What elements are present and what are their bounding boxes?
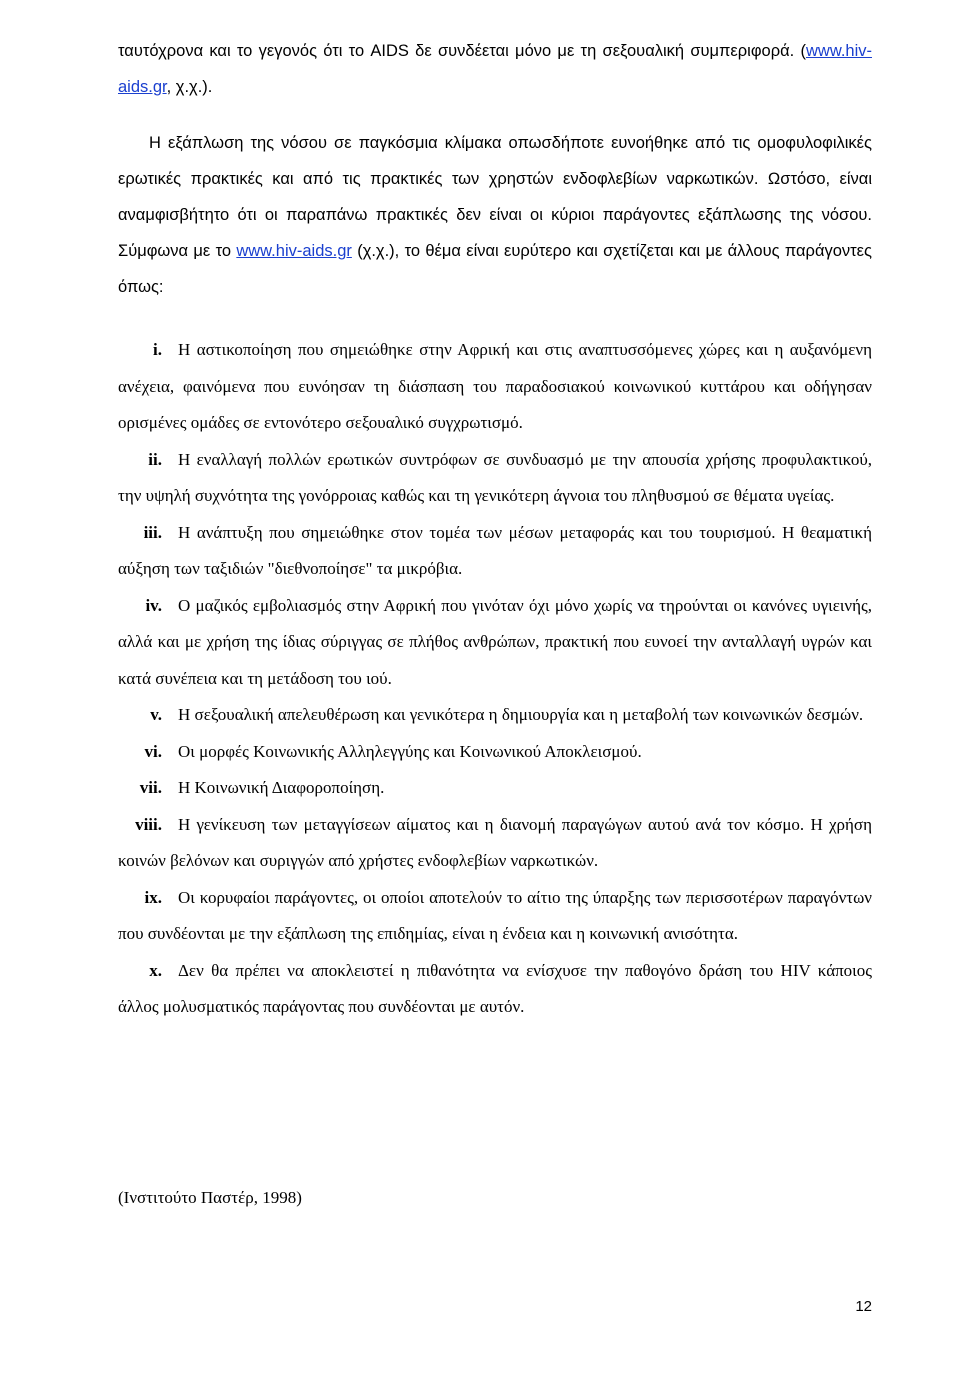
list-item-number: i.: [153, 340, 162, 359]
list-item-number: ix.: [144, 887, 162, 907]
citation: (Ινστιτούτο Παστέρ, 1998): [118, 1188, 302, 1207]
paragraph-intro-tail: , χ.χ.).: [166, 78, 213, 96]
list-item-text: Οι κορυφαίοι παράγοντες, οι οποίοι αποτελούν το αίτιο της ύπαρξης των περισσοτέρων παραγόντων που συνδέονται με την εξάπλωση της επιδημίας, είναι η ένδεια και η κοινωνική ανισότητα.: [118, 887, 872, 943]
list-item: [118, 588, 872, 698]
list-item-text: Η Κοινωνική Διαφοροποίηση.: [178, 778, 385, 797]
list-item: [118, 442, 872, 515]
list-item: [118, 332, 872, 442]
list-item-text: Ο μαζικός εμβολιασμός στην Αφρική που γινόταν όχι μόνο χωρίς να τηρούνται οι κανόνες υγιεινής, αλλά και με χρήση της ίδιας σύριγγας σε πλήθος ανθρώπων, πρακτική που ευνοεί την ανταλλαγή υγρών και κατά συνέπεια και τη μετάδοση του ιού.: [118, 595, 872, 688]
list-item-number: iii.: [143, 522, 162, 542]
list-item-text: Η αστικοποίηση που σημειώθηκε στην Αφρική και στις αναπτυσσόμενες χώρες και η αυξανόμενη ανέχεια, φαινόμενα που ευνόησαν τη διάσπαση του παραδοσιακού κοινωνικού κυττάρου και οδήγησαν ορισμένες ομάδες σε εντονότερο σεξουαλικό συγχρωτισμό.: [118, 340, 872, 432]
list-item-text: Η εναλλαγή πολλών ερωτικών συντρόφων σε συνδυασμό με την απουσία χρήσης προφυλακτικού, την υψηλή συχνότητα της γονόρροιας καθώς και τη γενικότερη άγνοια του πληθυσμού σε θέματα υγείας.: [118, 449, 872, 505]
list-item: [118, 697, 872, 734]
list-item: [118, 807, 872, 880]
list-item-number: vi.: [144, 741, 162, 761]
list-item-number: x.: [149, 960, 162, 980]
list-item: [118, 770, 872, 807]
hiv-aids-link[interactable]: www.hiv-aids.gr: [118, 42, 872, 96]
list-item: [118, 515, 872, 588]
paragraph-spread: [118, 125, 872, 305]
list-item-text: Η γενίκευση των μεταγγίσεων αίματος και η διανομή παραγώγων αυτού ανά τον κόσμο. Η χρήση κοινών βελόνων και συριγγών από χρήστες ενδοφλεβίων ναρκωτικών.: [118, 814, 872, 870]
list-item-text: Δεν θα πρέπει να αποκλειστεί η πιθανότητα να ενίσχυσε την παθογόνο δράση του HIV κάποιος άλλος μολυσματικός παράγοντας που συνδέονται με αυτόν.: [118, 960, 872, 1016]
list-item-number: v.: [150, 705, 162, 724]
list-item-number: ii.: [148, 449, 162, 469]
list-item-text: Η ανάπτυξη που σημειώθηκε στον τομέα των μέσων μεταφοράς και του τουρισμού. Η θεαματική αύξηση των ταξιδιών "διεθνοποίησε" τα μικρόβια.: [118, 522, 872, 578]
list-item-text: Οι μορφές Κοινωνικής Αλληλεγγύης και Κοινωνικού Αποκλεισμού.: [178, 741, 642, 761]
list-item-number: iv.: [145, 595, 162, 615]
list-item-text: Η σεξουαλική απελευθέρωση και γενικότερα η δημιουργία και η μεταβολή των κοινωνικών δεσμών.: [178, 705, 864, 724]
list-item-number: viii.: [135, 814, 162, 834]
paragraph-intro: [118, 33, 872, 105]
list-item: [118, 953, 872, 1026]
paragraph-spread-tail: (χ.χ.), το θέμα είναι ευρύτερο και σχετίζεται και με άλλους παράγοντες όπως:: [118, 242, 872, 296]
list-item: [118, 734, 872, 771]
hiv-aids-link-2[interactable]: www.hiv-aids.gr: [236, 242, 352, 260]
page-number: 12: [855, 1298, 872, 1315]
factors-list: [118, 332, 872, 1026]
list-item-number: vii.: [139, 778, 162, 797]
list-item: [118, 880, 872, 953]
paragraph-intro-text: ταυτόχρονα και το γεγονός ότι το AIDS δε συνδέεται μόνο με τη σεξουαλική συμπεριφορά. (: [118, 42, 806, 60]
paragraph-spread-text: Η εξάπλωση της νόσου σε παγκόσμια κλίμακα οπωσδήποτε ευνοήθηκε από τις ομοφυλοφιλικές ερωτικές πρακτικές και από τις πρακτικές των χρηστών ενδοφλεβίων ναρκωτικών. Ωστόσο, είναι αναμφισβήτητο ότι οι παραπάνω πρακτικές δεν είναι οι κύριοι παράγοντες εξάπλωσης της νόσου. Σύμφωνα με το: [118, 134, 872, 260]
